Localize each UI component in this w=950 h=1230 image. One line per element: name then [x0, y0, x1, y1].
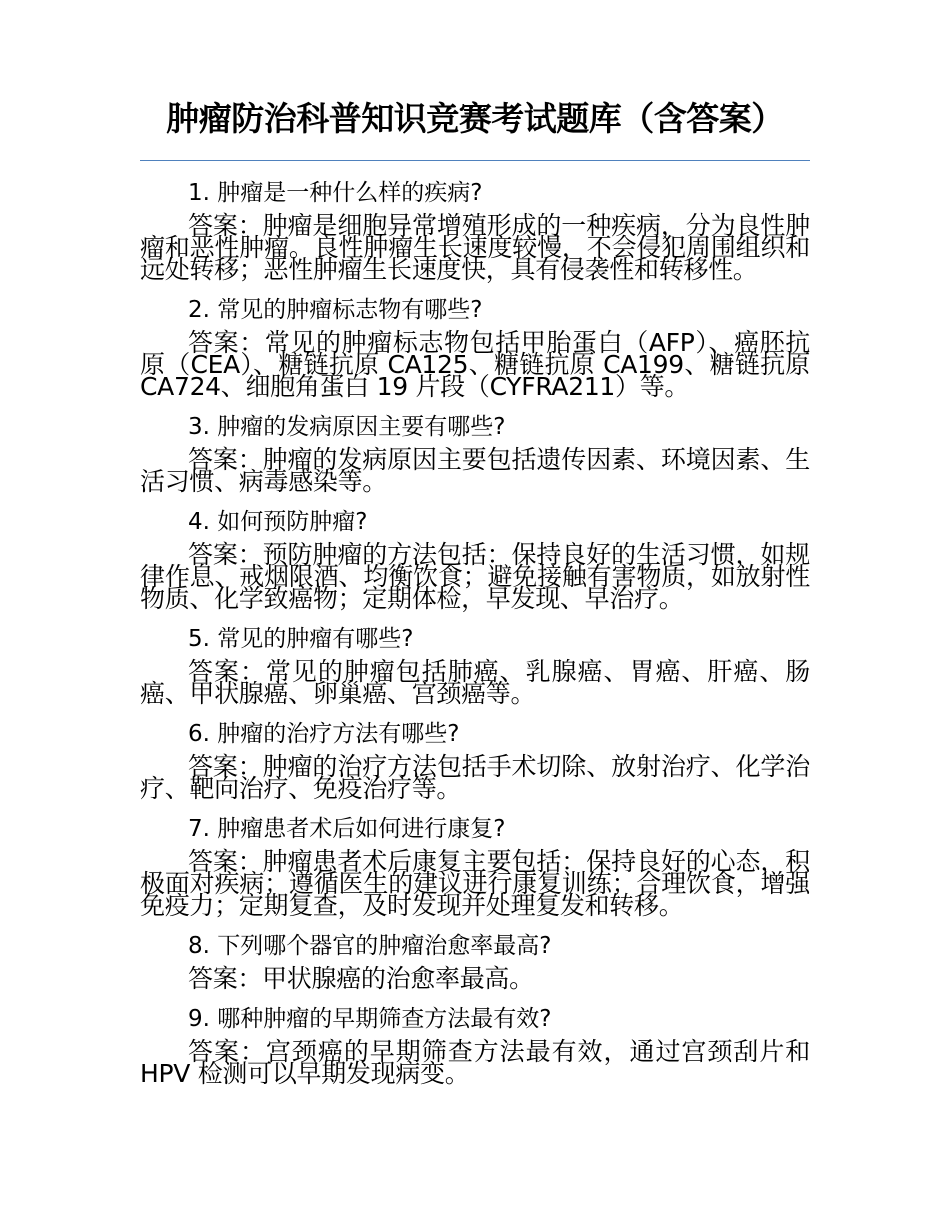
answer-text: 答案：甲状腺癌的治愈率最高。 [188, 964, 534, 993]
qa-item [140, 295, 810, 401]
qa-item [140, 814, 810, 920]
qa-item [140, 931, 810, 993]
question-text: 9. 哪种肿瘤的早期筛查方法最有效? [188, 1006, 552, 1032]
answer-text: 答案：肿瘤是细胞异常增殖形成的一种疾病，分为良性肿瘤和恶性肿瘤。良性肿瘤生长速度较慢，不会侵犯周围组织和远处转移；恶性肿瘤生长速度快，具有侵袭性和转移性。 [140, 211, 810, 284]
question-text: 5. 常见的肿瘤有哪些? [188, 626, 414, 652]
qa-item [140, 719, 810, 803]
question-text: 6. 肿瘤的治疗方法有哪些? [188, 721, 460, 747]
question-text: 7. 肿瘤患者术后如何进行康复? [188, 816, 506, 842]
answer-text: 答案：宫颈癌的早期筛查方法最有效，通过宫颈刮片和 HPV 检测可以早期发现病变。 [140, 1037, 810, 1088]
qa-item [140, 1004, 810, 1088]
question-text: 2. 常见的肿瘤标志物有哪些? [188, 297, 483, 323]
qa-item [140, 412, 810, 496]
question-text: 3. 肿瘤的发病原因主要有哪些? [188, 414, 506, 440]
qa-item [140, 624, 810, 708]
question-text: 4. 如何预防肿瘤? [188, 509, 368, 535]
answer-text: 答案：肿瘤患者术后康复主要包括：保持良好的心态，积极面对疾病；遵循医生的建议进行康复训练；合理饮食，增强免疫力；定期复查，及时发现并处理复发和转移。 [140, 847, 810, 920]
qa-list [140, 178, 810, 1099]
qa-item [140, 507, 810, 613]
answer-text: 答案：常见的肿瘤包括肺癌、乳腺癌、胃癌、肝癌、肠癌、甲状腺癌、卵巢癌、宫颈癌等。 [140, 657, 810, 708]
title-underline [140, 160, 810, 161]
answer-text: 答案：常见的肿瘤标志物包括甲胎蛋白（AFP）、癌胚抗原（CEA）、糖链抗原 CA125、糖链抗原 CA199、糖链抗原 CA724、细胞角蛋白 19 片段（CYFRA211）等。 [140, 328, 810, 401]
answer-text: 答案：预防肿瘤的方法包括：保持良好的生活习惯，如规律作息、戒烟限酒、均衡饮食；避免接触有害物质，如放射性物质、化学致癌物；定期体检，早发现、早治疗。 [140, 540, 810, 613]
document-title: 肿瘤防治科普知识竞赛考试题库（含答案） [166, 99, 784, 138]
qa-item [140, 178, 810, 284]
answer-text: 答案：肿瘤的治疗方法包括手术切除、放射治疗、化学治疗、靶向治疗、免疫治疗等。 [140, 752, 810, 803]
question-text: 8. 下列哪个器官的肿瘤治愈率最高? [188, 933, 552, 959]
question-text: 1. 肿瘤是一种什么样的疾病? [188, 180, 483, 206]
answer-text: 答案：肿瘤的发病原因主要包括遗传因素、环境因素、生活习惯、病毒感染等。 [140, 445, 810, 496]
